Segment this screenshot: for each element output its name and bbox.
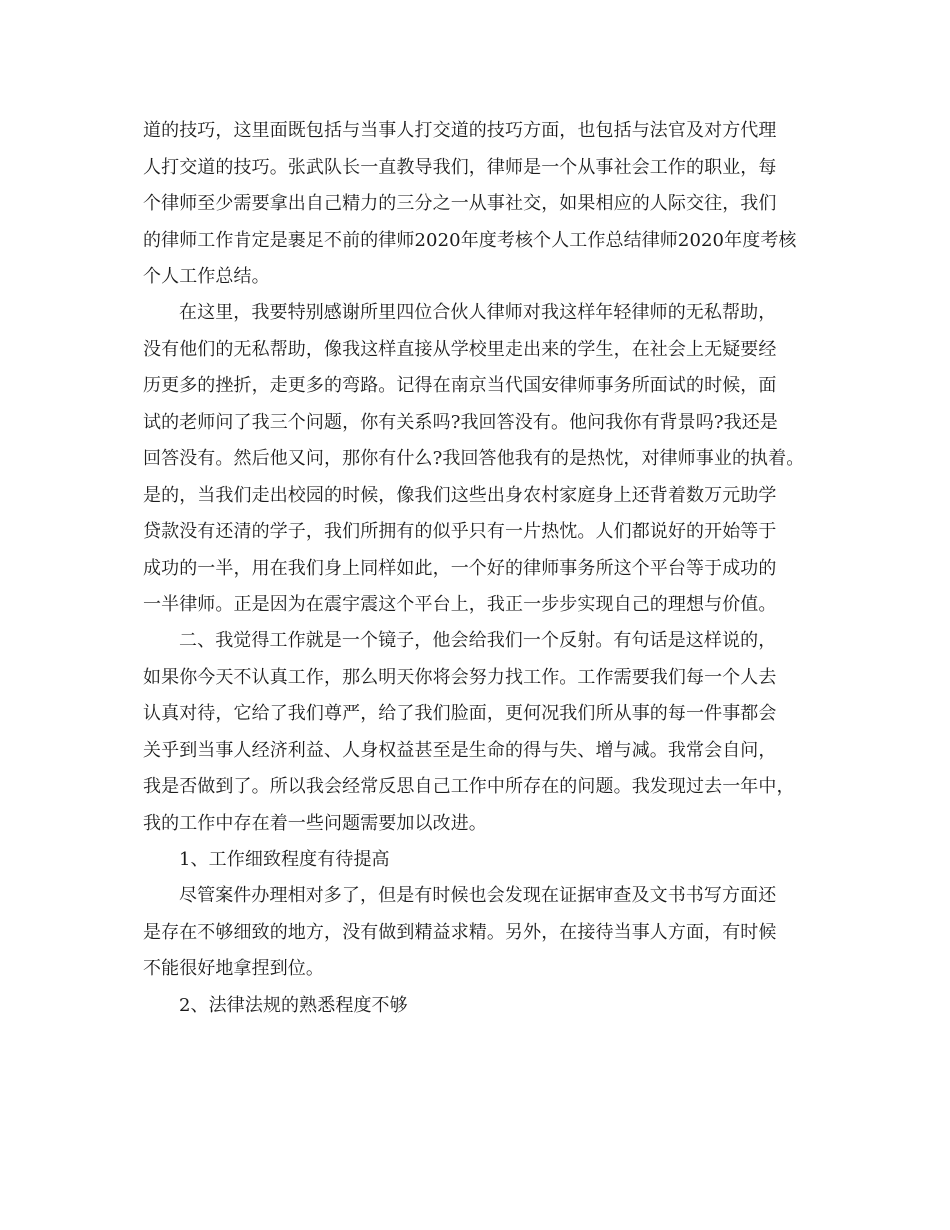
text-line: 的律师工作肯定是裹足不前的律师2020年度考核个人工作总结律师2020年度考核 xyxy=(143,230,797,251)
text-line: 回答没有。然后他又问，那你有什么?我回答他我有的是热忱，对律师事业的执着。 xyxy=(143,448,805,469)
text-line: 是存在不够细致的地方，没有做到精益求精。另外，在接待当事人方面，有时候 xyxy=(143,922,777,943)
text-line: 个人工作总结。 xyxy=(143,266,270,287)
section-heading: 1、工作细致程度有待提高 xyxy=(179,849,390,870)
text-line: 如果你今天不认真工作，那么明天你将会努力找工作。工作需要我们每一个人去 xyxy=(143,667,777,688)
paragraph-first-line: 二、我觉得工作就是一个镜子，他会给我们一个反射。有句话是这样说的， xyxy=(179,630,777,651)
text-line: 一半律师。正是因为在震宇震这个平台上，我正一步步实现自己的理想与价值。 xyxy=(143,594,777,615)
text-line: 关乎到当事人经济利益、人身权益甚至是生命的得与失、增与减。我常会自问， xyxy=(143,740,777,761)
text-line: 历更多的挫折，走更多的弯路。记得在南京当代国安律师事务所面试的时候，面 xyxy=(143,375,777,396)
text-line: 个律师至少需要拿出自己精力的三分之一从事社交，如果相应的人际交往，我们 xyxy=(143,193,777,214)
text-line: 认真对待，它给了我们尊严，给了我们脸面，更何况我们所从事的每一件事都会 xyxy=(143,703,777,724)
text-line: 成功的一半，用在我们身上同样如此，一个好的律师事务所这个平台等于成功的 xyxy=(143,558,777,579)
section-heading: 2、法律法规的熟悉程度不够 xyxy=(179,995,408,1016)
text-line: 是的，当我们走出校园的时候，像我们这些出身农村家庭身上还背着数万元助学 xyxy=(143,485,777,506)
text-line: 没有他们的无私帮助，像我这样直接从学校里走出来的学生，在社会上无疑要经 xyxy=(143,339,777,360)
text-line: 贷款没有还清的学子，我们所拥有的似乎只有一片热忱。人们都说好的开始等于 xyxy=(143,521,777,542)
text-line: 我是否做到了。所以我会经常反思自己工作中所存在的问题。我发现过去一年中， xyxy=(143,776,795,797)
text-line: 我的工作中存在着一些问题需要加以改进。 xyxy=(143,813,487,834)
text-line: 人打交道的技巧。张武队长一直教导我们，律师是一个从事社会工作的职业，每 xyxy=(143,157,777,178)
text-line: 不能很好地拿捏到位。 xyxy=(143,958,324,979)
paragraph-first-line: 在这里，我要特别感谢所里四位合伙人律师对我这样年轻律师的无私帮助， xyxy=(179,302,777,323)
paragraph-first-line: 尽管案件办理相对多了，但是有时候也会发现在证据审查及文书书写方面还 xyxy=(179,885,777,906)
text-line: 试的老师问了我三个问题，你有关系吗?我回答没有。他问我你有背景吗?我还是 xyxy=(143,412,778,433)
text-line: 道的技巧，这里面既包括与当事人打交道的技巧方面，也包括与法官及对方代理 xyxy=(143,120,777,141)
